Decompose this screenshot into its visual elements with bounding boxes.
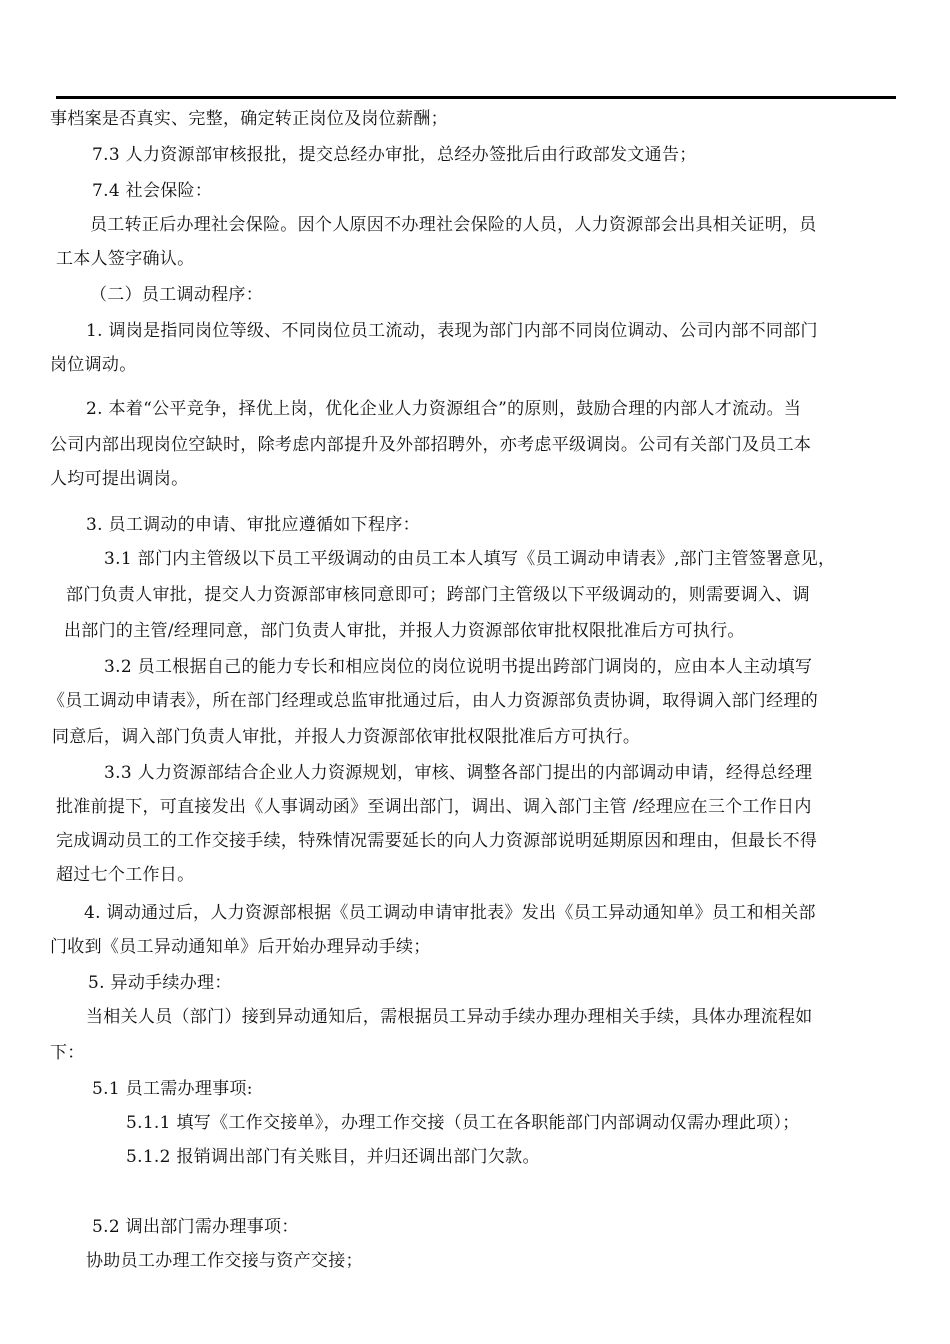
text-line: 当相关人员（部门）接到异动通知后，需根据员工异动手续办理办理相关手续，具体办理流程如 — [86, 1007, 813, 1027]
text-line: 7.4 社会保险： — [92, 181, 213, 201]
text-line: 工本人签字确认。 — [56, 249, 195, 269]
text-line: 部门负责人审批，提交人力资源部审核同意即可；跨部门主管级以下平级调动的，则需要调入、调 — [66, 585, 810, 605]
text-line: 出部门的主管/经理同意，部门负责人审批，并报人力资源部依审批权限批准后方可执行。 — [64, 621, 745, 641]
text-line: 同意后，调入部门负责人审批，并报人力资源部依审批权限批准后方可执行。 — [52, 727, 641, 747]
text-line: 4. 调动通过后，人力资源部根据《员工调动申请审批表》发出《员工异动通知单》员工和相关部 — [84, 903, 816, 923]
text-line: 3.1 部门内主管级以下员工平级调动的由员工本人填写《员工调动申请表》,部门主管签署意见， — [104, 549, 836, 569]
text-line: 公司内部出现岗位空缺时，除考虑内部提升及外部招聘外，亦考虑平级调岗。公司有关部门及员工本 — [50, 435, 812, 455]
text-line: 5.1 员工需办理事项: — [92, 1079, 253, 1099]
text-line: 超过七个工作日。 — [56, 865, 195, 885]
header-rule — [56, 96, 896, 99]
text-line: 3.3 人力资源部结合企业人力资源规划，审核、调整各部门提出的内部调动申请，经得总经理 — [104, 763, 813, 783]
text-line: 下： — [50, 1043, 85, 1063]
text-line: 5.2 调出部门需办理事项： — [92, 1217, 299, 1237]
text-line: 事档案是否真实、完整，确定转正岗位及岗位薪酬； — [50, 109, 448, 129]
text-line: 2. 本着“公平竞争，择优上岗，优化企业人力资源组合”的原则，鼓励合理的内部人才流动。当 — [86, 399, 802, 419]
text-line: 完成调动员工的工作交接手续，特殊情况需要延长的向人力资源部说明延期原因和理由，但最长不得 — [56, 831, 818, 851]
text-line: 协助员工办理工作交接与资产交接； — [86, 1251, 363, 1271]
text-line: 人均可提出调岗。 — [50, 469, 189, 489]
section-heading: （二）员工调动程序： — [90, 285, 263, 305]
text-line: 岗位调动。 — [50, 355, 137, 375]
text-line: 批准前提下，可直接发出《人事调动函》至调出部门，调出、调入部门主管 /经理应在三个工作日内 — [56, 797, 812, 817]
text-line: 5.1.1 填写《工作交接单》，办理工作交接（员工在各职能部门内部调动仅需办理此项）； — [126, 1113, 800, 1133]
text-line: 7.3 人力资源部审核报批，提交总经办审批，总经办签批后由行政部发文通告； — [92, 145, 697, 165]
text-line: 3.2 员工根据自己的能力专长和相应岗位的岗位说明书提出跨部门调岗的，应由本人主动填写 — [104, 657, 813, 677]
text-line: 1. 调岗是指同岗位等级、不同岗位员工流动，表现为部门内部不同岗位调动、公司内部不同部门 — [86, 321, 818, 341]
text-line: 员工转正后办理社会保险。因个人原因不办理社会保险的人员，人力资源部会出具相关证明，员 — [90, 215, 817, 235]
text-line: 3. 员工调动的申请、审批应遵循如下程序： — [86, 515, 420, 535]
text-line: 5.1.2 报销调出部门有关账目，并归还调出部门欠款。 — [126, 1147, 540, 1167]
text-line: 5. 异动手续办理： — [88, 973, 232, 993]
text-line: 《员工调动申请表》，所在部门经理或总监审批通过后，由人力资源部负责协调，取得调入部门经理的 — [48, 691, 818, 711]
text-line: 门收到《员工异动通知单》后开始办理异动手续； — [50, 937, 431, 957]
